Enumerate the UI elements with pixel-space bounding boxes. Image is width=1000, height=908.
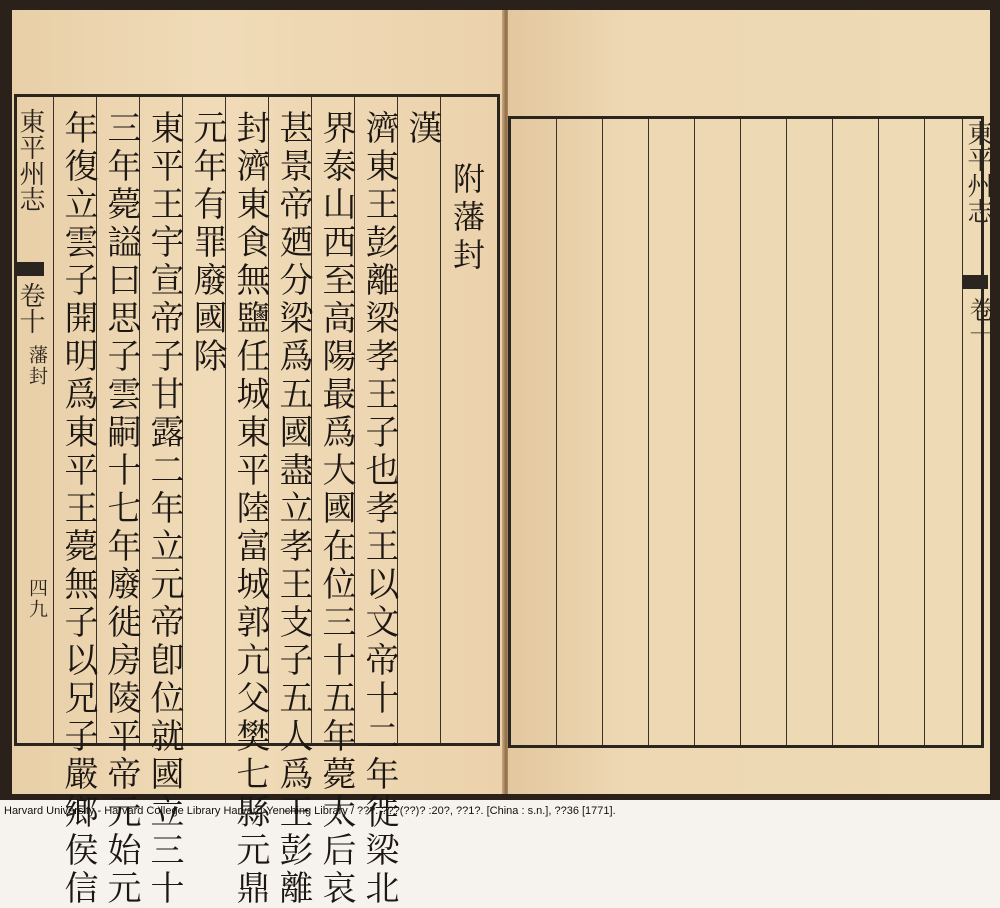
text-column-9: 年復立雲子開明爲東平王薨無子以兄子嚴鄉侯信 <box>58 110 98 908</box>
left-margin-section: 藩封 <box>26 345 48 387</box>
text-column-5: 封濟東食無鹽任城東平陸富城郭亢父樊七縣元鼎 <box>230 110 270 908</box>
text-column-2: 濟東王彭離梁孝王子也孝王以文帝十二年徙梁北 <box>359 110 399 908</box>
library-citation: Harvard University - Harvard College Library Harvard-Yenching Library / ???. ???(??)? :20?, ??1?. [China : s.n.], ??36 [1771]. <box>4 805 616 817</box>
left-fishtail-mark <box>14 262 44 276</box>
text-column-7: 東平王宇宣帝子甘露二年立元帝卽位就國立三十 <box>144 110 184 908</box>
right-fishtail-mark <box>962 275 988 289</box>
text-column-3: 界泰山西至高陽最爲大國在位三十五年薨太后哀 <box>316 110 356 908</box>
text-column-8: 三年薨謚曰思子雲嗣十七年廢徙房陵平帝元始元 <box>101 110 141 908</box>
right-margin-title: 東平州志 <box>963 120 993 224</box>
text-column-6: 元年有罪廢國除 <box>187 110 227 376</box>
section-heading: 附藩封 <box>448 162 486 276</box>
text-column-4: 甚景帝廼分梁爲五國盡立孝王支子五人爲王彭離 <box>273 110 313 908</box>
left-margin-volume: 卷十 <box>15 282 45 334</box>
right-margin-volume: 卷十 <box>965 296 995 348</box>
text-column-1: 漢 <box>402 110 442 148</box>
left-margin-title: 東平州志 <box>15 108 45 212</box>
page-number: 四九 <box>26 578 48 620</box>
right-page-frame <box>508 116 984 748</box>
